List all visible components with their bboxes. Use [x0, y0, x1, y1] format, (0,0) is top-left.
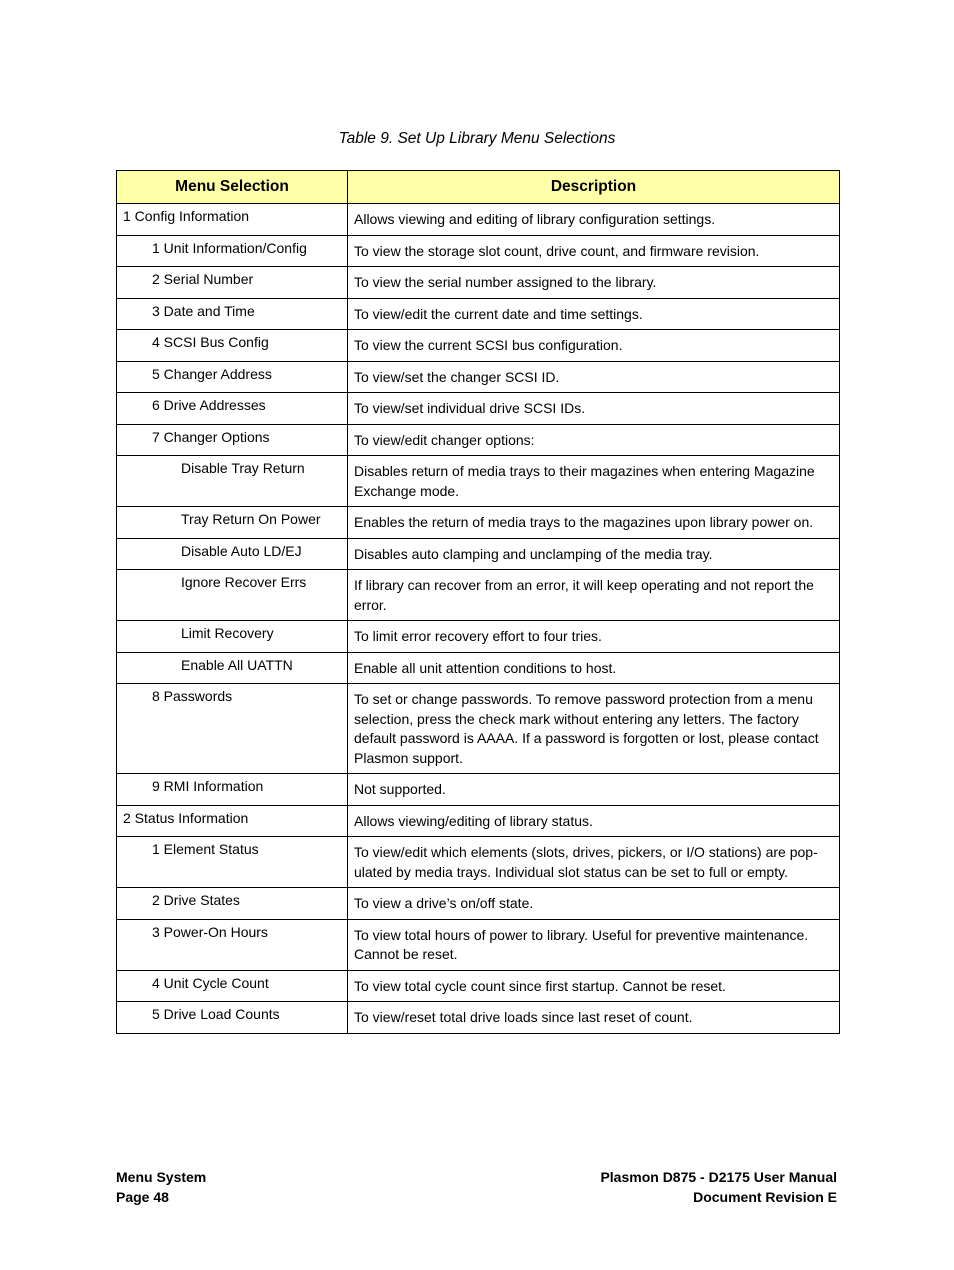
- menu-selection-cell: 7 Changer Options: [117, 424, 348, 456]
- table-row: [117, 235, 840, 267]
- menu-selection-cell: 1 Config Information: [117, 204, 348, 236]
- table-row: [117, 204, 840, 236]
- menu-selection-cell: 8 Passwords: [117, 684, 348, 774]
- description-cell: Not supported.: [348, 774, 840, 806]
- description-cell: To view/set the changer SCSI ID.: [348, 361, 840, 393]
- menu-selection-cell: Ignore Recover Errs: [117, 570, 348, 621]
- menu-selection-cell: Disable Auto LD/EJ: [117, 538, 348, 570]
- menu-selection-cell: 1 Element Status: [117, 837, 348, 888]
- header-description: Description: [348, 171, 840, 204]
- table-row: [117, 570, 840, 621]
- table-row: [117, 684, 840, 774]
- table-row: [117, 919, 840, 970]
- menu-selection-cell: Disable Tray Return: [117, 456, 348, 507]
- table-row: [117, 298, 840, 330]
- table-row: [117, 837, 840, 888]
- table-row: [117, 267, 840, 299]
- description-cell: To limit error recovery effort to four tries.: [348, 621, 840, 653]
- table-row: [117, 424, 840, 456]
- description-cell: To view/edit the current date and time settings.: [348, 298, 840, 330]
- description-cell: To view total cycle count since first startup. Cannot be reset.: [348, 970, 840, 1002]
- description-cell: To view/edit changer options:: [348, 424, 840, 456]
- description-cell: Enables the return of media trays to the magazines upon library power on.: [348, 507, 840, 539]
- footer-revision: Document Revision E: [693, 1188, 837, 1205]
- table-row: [117, 456, 840, 507]
- menu-selection-cell: 2 Serial Number: [117, 267, 348, 299]
- description-cell: Enable all unit attention conditions to host.: [348, 652, 840, 684]
- menu-selection-cell: 5 Changer Address: [117, 361, 348, 393]
- description-cell: To view the serial number assigned to the library.: [348, 267, 840, 299]
- table-row: [117, 538, 840, 570]
- menu-selection-cell: 4 Unit Cycle Count: [117, 970, 348, 1002]
- description-cell: To set or change passwords. To remove password protection from a menu selection, press the check mark without entering any letters. The factory default password is AAAA. If a password is forgotten or lost, please contact Plasmon support.: [348, 684, 840, 774]
- table-row: [117, 330, 840, 362]
- description-cell: Allows viewing and editing of library configuration settings.: [348, 204, 840, 236]
- table-row: [117, 621, 840, 653]
- description-cell: If library can recover from an error, it will keep operating and not report the error.: [348, 570, 840, 621]
- menu-selection-cell: 3 Power-On Hours: [117, 919, 348, 970]
- table-row: [117, 393, 840, 425]
- menu-selection-cell: 6 Drive Addresses: [117, 393, 348, 425]
- footer-left: [116, 1168, 206, 1207]
- footer-page-number: Page 48: [116, 1188, 169, 1205]
- menu-selection-cell: 3 Date and Time: [117, 298, 348, 330]
- description-cell: To view/set individual drive SCSI IDs.: [348, 393, 840, 425]
- table-row: [117, 774, 840, 806]
- menu-selection-cell: 5 Drive Load Counts: [117, 1002, 348, 1034]
- menu-selection-cell: Tray Return On Power: [117, 507, 348, 539]
- menu-selection-cell: 2 Status Information: [117, 805, 348, 837]
- table-row: [117, 507, 840, 539]
- description-cell: To view a drive’s on/off state.: [348, 888, 840, 920]
- table-row: [117, 1002, 840, 1034]
- menu-selection-cell: 9 RMI Information: [117, 774, 348, 806]
- footer-section: Menu System: [116, 1169, 207, 1185]
- table-caption: Table 9. Set Up Library Menu Selections: [338, 130, 616, 147]
- description-cell: To view the current SCSI bus configuration.: [348, 330, 840, 362]
- menu-selection-cell: Limit Recovery: [117, 621, 348, 653]
- description-cell: To view/edit which elements (slots, drives, pickers, or I/O stations) are pop-ulated by media trays. Individual slot status can be set to full or empty.: [348, 837, 840, 888]
- table-row: [117, 652, 840, 684]
- table-row: [117, 361, 840, 393]
- table-row: [117, 805, 840, 837]
- description-cell: To view the storage slot count, drive count, and firmware revision.: [348, 235, 840, 267]
- menu-selection-cell: 1 Unit Information/Config: [117, 235, 348, 267]
- menu-selections-table: [116, 170, 840, 1034]
- description-cell: Allows viewing/editing of library status.: [348, 805, 840, 837]
- menu-selection-cell: Enable All UATTN: [117, 652, 348, 684]
- header-menu-selection: Menu Selection: [117, 171, 348, 204]
- description-cell: Disables return of media trays to their magazines when entering Magazine Exchange mode.: [348, 456, 840, 507]
- table-body: [117, 204, 840, 1034]
- table-row: [117, 888, 840, 920]
- menu-selection-cell: 4 SCSI Bus Config: [117, 330, 348, 362]
- menu-selection-cell: 2 Drive States: [117, 888, 348, 920]
- description-cell: To view/reset total drive loads since last reset of count.: [348, 1002, 840, 1034]
- description-cell: Disables auto clamping and unclamping of the media tray.: [348, 538, 840, 570]
- footer-manual-title: Plasmon D875 - D2175 User Manual: [600, 1169, 837, 1185]
- table-row: [117, 970, 840, 1002]
- description-cell: To view total hours of power to library. Useful for preventive maintenance. Cannot be reset.: [348, 919, 840, 970]
- table-header-row: [117, 171, 840, 204]
- footer-right: [600, 1168, 837, 1207]
